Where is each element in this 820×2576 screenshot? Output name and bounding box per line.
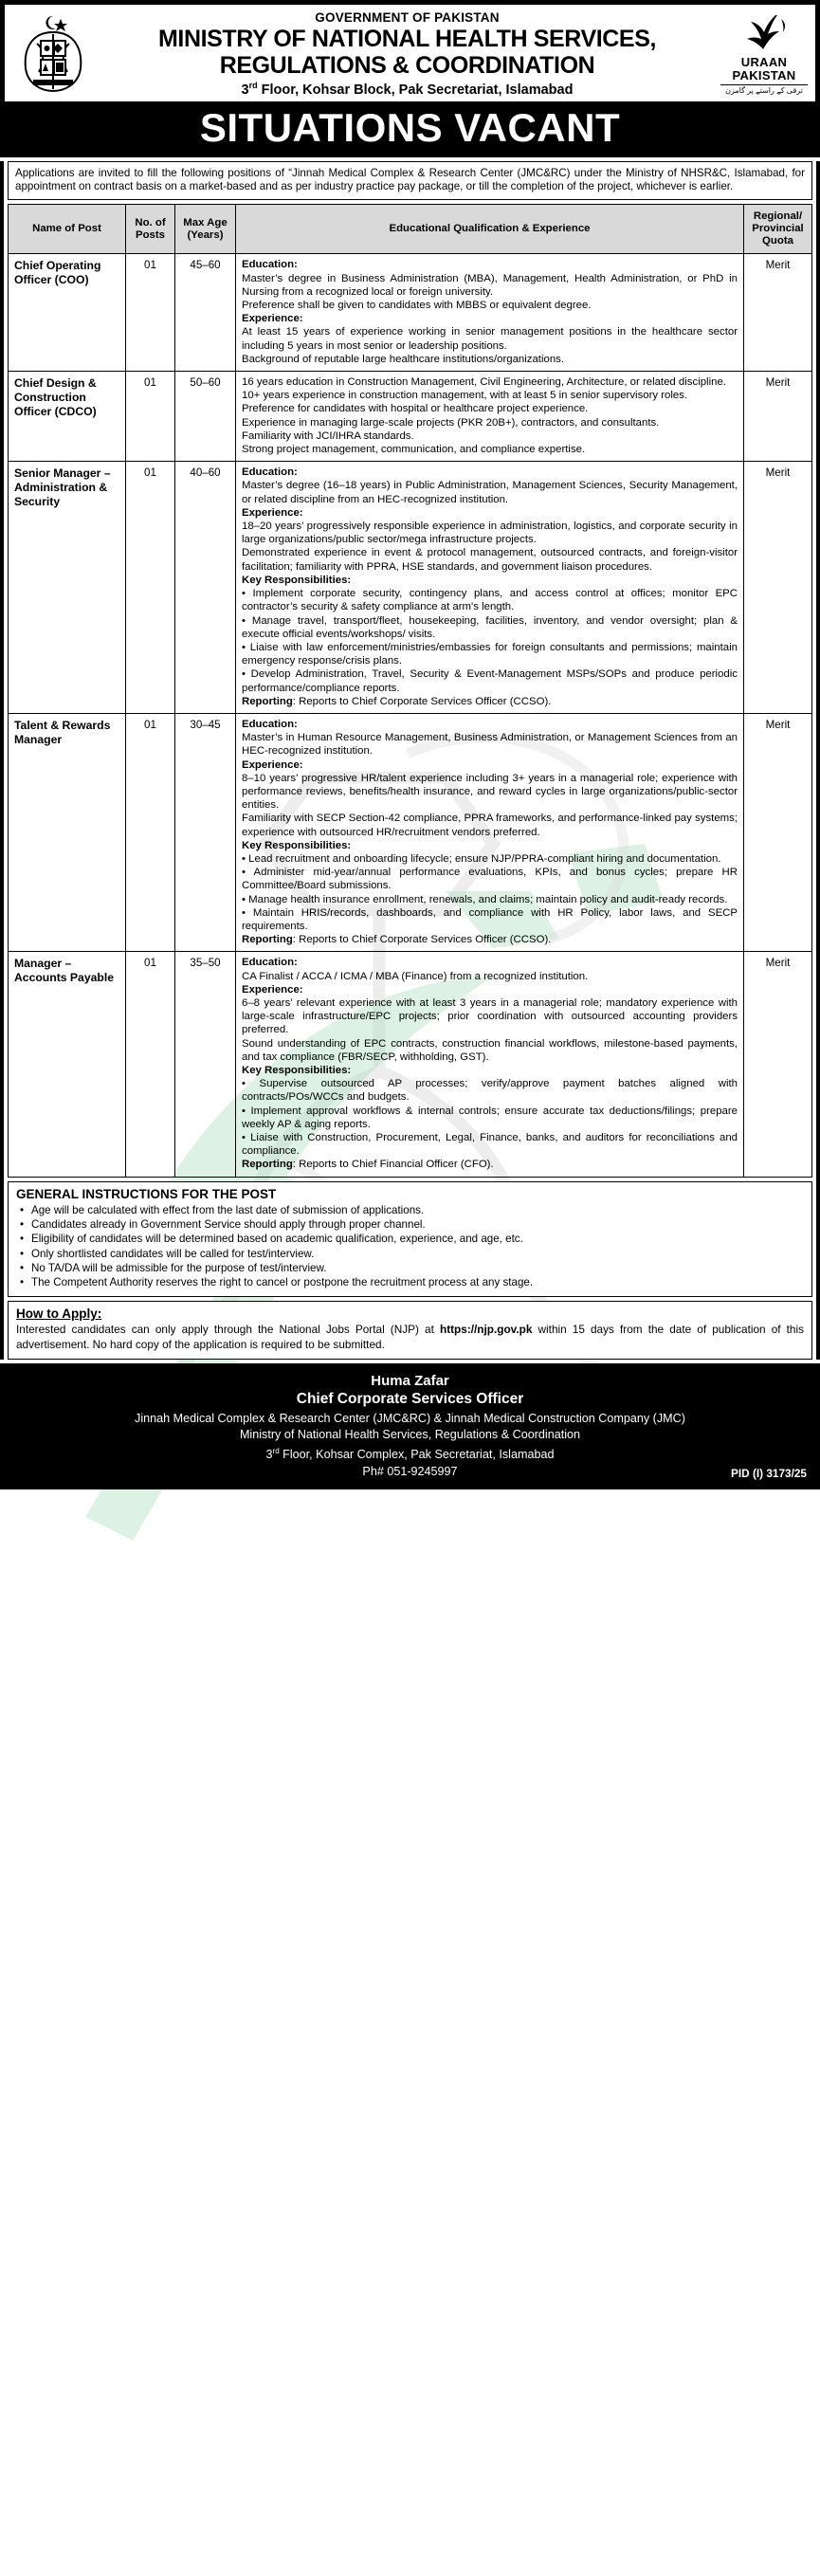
cell-no-of-posts: 01 [126, 254, 175, 372]
masthead-frame [0, 0, 820, 157]
table-row [9, 372, 812, 462]
general-instructions-list [16, 1203, 804, 1290]
cell-post-name: Talent & Rewards Manager [9, 713, 126, 951]
reporting-label: Reporting [242, 934, 293, 946]
cell-max-age: 30–45 [175, 713, 236, 951]
cell-qualification-experience [236, 952, 744, 1177]
cell-max-age: 45–60 [175, 254, 236, 372]
general-instruction-item: • Age will be calculated with effect from the last date of submission of applications. [16, 1203, 804, 1217]
requirement-line: Master’s degree (16–18 years) in Public Administration, Management Sciences, Security Management, or related discipline from an HEC-recognized institution. [242, 480, 738, 505]
footer-pid: PID (I) 3173/25 [731, 1467, 807, 1480]
requirement-line: Master’s degree in Business Administration (MBA), Management, Health Administration, or PhD in Nursing from a recognized local or foreign university. [242, 272, 738, 298]
footer-phone: Ph# 051-9245997 [362, 1465, 458, 1478]
requirement-line: Master’s in Human Resource Management, Business Administration, or Management Sciences from an HEC-recognized institution. [242, 732, 738, 758]
requirement-line: 8–10 years’ progressive HR/talent experience including 3+ years in a managerial role; experience with performance reviews, benefits/health insurance, and reward cycles in large organizations/public-sector entities. [242, 772, 738, 812]
cell-post-name: Chief Operating Officer (COO) [9, 254, 126, 372]
signature-footer [0, 1363, 820, 1489]
how-to-apply-text [16, 1323, 804, 1351]
situations-vacant-banner [4, 102, 816, 157]
intro-paragraph: Applications are invited to fill the following positions of “Jinnah Medical Complex & Research Center (JMC&RC) under the Ministry of NHSR&C, Islamabad, for appointment on contract basis on a market-based and as per industry practice pay package, or till the completion of the project, whichever is earlier. [8, 161, 812, 201]
requirement-line: Strong project management, communication, and compliance expertise. [242, 444, 586, 456]
uraan-label-line2: PAKISTAN [732, 67, 796, 82]
requirement-line: Background of reputable large healthcare institutions/organizations. [242, 353, 565, 365]
responsibility-bullet: • Develop Administration, Travel, Security & Event-Management MSPs/SOPs and produce periodic performance/compliance reports. [242, 668, 738, 694]
requirement-line: Demonstrated experience in event & protocol management, outsourced contracts, and foreign-visitor facilitation; familiarity with PPRA, HSE standards, and government liaison procedures. [242, 547, 738, 573]
requirement-line: Familiarity with JCI/IHRA standards. [242, 429, 414, 442]
reporting-text: : Reports to Chief Corporate Services Officer (CCSO). [292, 934, 552, 946]
footer-address-line: 3rd Floor, Kohsar Complex, Pak Secretariat, Islamabad [265, 1446, 555, 1461]
general-instruction-item: • Candidates already in Government Service should apply through proper channel. [16, 1217, 804, 1232]
ministry-line-2: REGULATIONS & COORDINATION [219, 52, 595, 79]
requirement-line: Preference shall be given to candidates with MBBS or equivalent degree. [242, 300, 592, 312]
col-header-qualification: Educational Qualification & Experience [236, 205, 744, 254]
cell-no-of-posts: 01 [126, 462, 175, 714]
cell-max-age: 50–60 [175, 372, 236, 462]
cell-qualification-experience [236, 462, 744, 714]
section-label: Key Responsibilities: [242, 1065, 352, 1076]
uraan-label-line1: URAAN [740, 54, 788, 69]
signatory-name: Huma Zafar [371, 1372, 449, 1389]
reporting-text: : Reports to Chief Corporate Services Officer (CCSO). [292, 695, 552, 707]
responsibility-bullet: • Liaise with law enforcement/ministries/embassies for foreign consultants and permissions; maintain emergency response/crisis plans. [242, 641, 738, 667]
cell-qualification-experience [236, 372, 744, 462]
pakistan-state-emblem-icon [12, 13, 94, 95]
reporting-line [242, 933, 738, 946]
responsibility-bullet: • Supervise outsourced AP processes; verify/approve payment batches aligned with contracts/POs/WCCs and budgets. [242, 1078, 738, 1104]
section-label: Experience: [242, 506, 303, 519]
ministry-line-1: MINISTRY OF NATIONAL HEALTH SERVICES, [157, 26, 657, 52]
njp-portal-url[interactable]: https://njp.gov.pk [439, 1323, 533, 1337]
general-instructions-title: GENERAL INSTRUCTIONS FOR THE POST [16, 1186, 277, 1201]
responsibility-bullet: • Implement corporate security, contingency plans, and access control at offices; monitor EPC contractor’s security & safety compliance at arm's length. [242, 588, 738, 613]
uraan-pakistan-logo [720, 13, 808, 95]
table-row [9, 254, 812, 372]
section-label: Experience: [242, 758, 303, 771]
cell-quota: Merit [744, 372, 812, 462]
col-header-quota: Regional/ Provincial Quota [744, 205, 812, 254]
table-header-row [9, 205, 812, 254]
how-to-apply-title: How to Apply: [16, 1306, 102, 1322]
requirement-line: At least 15 years of experience working in senior management positions in the healthcare sector including 5 years in most senior or leadership positions. [242, 326, 738, 352]
how-to-apply-block [8, 1301, 812, 1359]
masthead-text [94, 10, 720, 98]
table-row [9, 952, 812, 1177]
section-label: Education: [242, 718, 298, 730]
requirement-line: 6–8 years’ relevant experience with at least 3 years in a managerial role; mandatory experience with large-scale infrastructure/EPC projects; prior coordination with outsourced accounting providers preferred. [242, 996, 738, 1036]
banner-title: SITUATIONS VACANT [199, 104, 621, 150]
requirement-line: CA Finalist / ACCA / ICMA / MBA (Finance) from a recognized institution. [242, 970, 589, 982]
table-row [9, 462, 812, 714]
apply-text-after: within 15 days from the date of publication of this advertisement. No hard copy of the application is required to be submitted. [16, 1323, 804, 1351]
footer-org-line: Jinnah Medical Complex & Research Center (JMC&RC) & Jinnah Medical Construction Company (JMC) [135, 1411, 685, 1425]
general-instruction-item: • Eligibility of candidates will be determined based on academic qualification, experience, and age, etc. [16, 1232, 804, 1246]
section-label: Education: [242, 957, 298, 969]
cell-quota: Merit [744, 462, 812, 714]
advertisement-body [0, 161, 820, 1360]
requirement-line: 16 years education in Construction Management, Civil Engineering, Architecture, or related discipline. [242, 376, 726, 389]
reporting-label: Reporting [242, 1159, 293, 1171]
masthead [4, 4, 816, 102]
section-label: Education: [242, 259, 298, 271]
reporting-label: Reporting [242, 695, 293, 707]
requirement-line: Sound understanding of EPC contracts, construction financial workflows, milestone-based payments, and tax compliance (FBR/SECP, withholding, GST). [242, 1037, 738, 1063]
col-header-no-of-posts: No. of Posts [126, 205, 175, 254]
requirement-line: Familiarity with SECP Section-42 compliance, PPRA frameworks, and performance-linked pay systems; experience with outsourced HR/recruitment vendors preferred. [242, 813, 738, 838]
requirement-line: Preference for candidates with hospital or healthcare project experience. [242, 403, 589, 415]
section-label: Key Responsibilities: [242, 839, 352, 851]
footer-bottom-row [9, 1464, 811, 1480]
bird-icon [738, 13, 791, 51]
ministry-address: 3rd Floor, Kohsar Block, Pak Secretariat, Islamabad [241, 81, 574, 98]
cell-no-of-posts: 01 [126, 713, 175, 951]
reporting-line [242, 695, 738, 708]
section-label: Experience: [242, 983, 303, 996]
table-row [9, 713, 812, 951]
reporting-line [242, 1158, 738, 1171]
responsibility-bullet: • Administer mid-year/annual performance evaluations, KPIs, and bonus cycles; prepare HR Committee/Board submissions. [242, 867, 738, 892]
cell-post-name: Chief Design & Construction Officer (CDCO) [9, 372, 126, 462]
requirement-line: Experience in managing large-scale projects (PKR 20B+), contractors, and consultants. [242, 416, 660, 429]
cell-max-age: 35–50 [175, 952, 236, 1177]
signatory-title: Chief Corporate Services Officer [296, 1390, 524, 1407]
responsibility-bullet: • Lead recruitment and onboarding lifecycle; ensure NJP/PPRA-compliant hiring and documentation. [242, 852, 721, 865]
cell-max-age: 40–60 [175, 462, 236, 714]
positions-table [8, 204, 812, 1177]
positions-table-body [9, 254, 812, 1177]
responsibility-bullet: • Maintain HRIS/records, dashboards, and compliance with HR Policy, labor laws, and SECP requirements. [242, 906, 738, 932]
cell-no-of-posts: 01 [126, 372, 175, 462]
positions-table-head [9, 205, 812, 254]
responsibility-bullet: • Manage health insurance enrollment, renewals, and claims; maintain policy and audit-ready records. [242, 893, 728, 905]
cell-quota: Merit [744, 713, 812, 951]
general-instruction-item: • Only shortlisted candidates will be called for test/interview. [16, 1247, 804, 1261]
general-instruction-item: • No TA/DA will be admissible for the purpose of test/interview. [16, 1261, 804, 1275]
cell-quota: Merit [744, 952, 812, 1177]
col-header-name-of-post: Name of Post [9, 205, 126, 254]
cell-no-of-posts: 01 [126, 952, 175, 1177]
responsibility-bullet: • Liaise with Construction, Procurement, Legal, Finance, banks, and auditors for reconciliations and compliance. [242, 1132, 738, 1158]
uraan-urdu-tagline: ترقی کے راستے پر گامزن [720, 84, 808, 95]
col-header-max-age: Max Age (Years) [175, 205, 236, 254]
responsibility-bullet: • Implement approval workflows & internal controls; ensure accurate tax deductions/filings; prepare weekly AP & aging reports. [242, 1105, 738, 1130]
section-label: Experience: [242, 313, 303, 325]
cell-post-name: Senior Manager – Administration & Security [9, 462, 126, 714]
section-label: Key Responsibilities: [242, 574, 352, 586]
general-instructions-block [8, 1181, 812, 1298]
section-label: Education: [242, 466, 298, 479]
requirement-line: 18–20 years’ progressively responsible experience in administration, logistics, and corporate security in large organizations/public sector/mega infrastructure projects. [242, 521, 738, 546]
cell-qualification-experience [236, 254, 744, 372]
reporting-text: : Reports to Chief Financial Officer (CFO). [292, 1159, 494, 1171]
apply-text-before: Interested candidates can only apply through the National Jobs Portal (NJP) at [16, 1323, 440, 1337]
responsibility-bullet: • Manage travel, transport/fleet, housekeeping, facilities, inventory, and vendor oversight; plan & execute official events/workshops/ visits. [242, 614, 738, 640]
cell-qualification-experience [236, 713, 744, 951]
government-line: GOVERNMENT OF PAKISTAN [315, 10, 500, 25]
footer-ministry-line: Ministry of National Health Services, Regulations & Coordination [239, 1427, 581, 1441]
general-instruction-item: • The Competent Authority reserves the right to cancel or postpone the recruitment process at any stage. [16, 1275, 804, 1289]
cell-quota: Merit [744, 254, 812, 372]
cell-post-name: Manager – Accounts Payable [9, 952, 126, 1177]
requirement-line: 10+ years experience in construction management, with at least 5 in senior supervisory roles. [242, 390, 688, 402]
